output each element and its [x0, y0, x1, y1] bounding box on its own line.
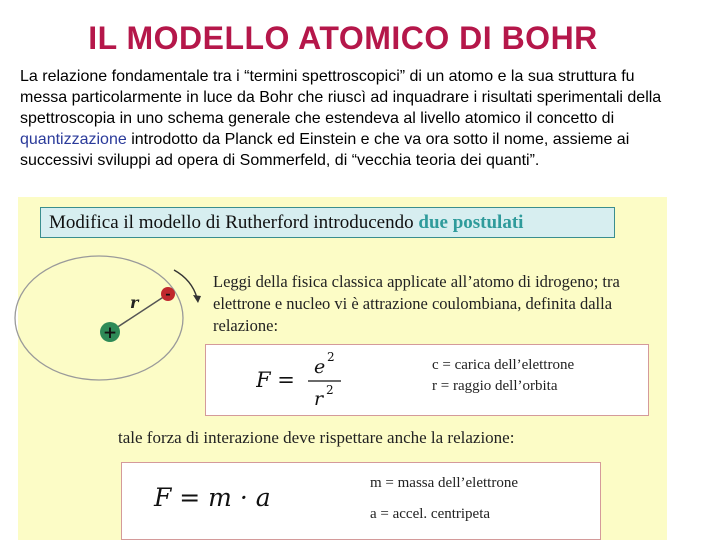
intro-paragraph [20, 66, 670, 171]
classical-laws-text: Leggi della fisica classica applicate all’atomo di idrogeno; tra elettrone e nucleo vi è attrazione coulombiana, definita dalla relazione: [213, 272, 620, 335]
bohr-slide-panel [18, 197, 667, 540]
acceleration-definition: a = accel. centripeta [370, 506, 491, 522]
radius-label: r [130, 293, 139, 312]
radius-definition: r = raggio dell’orbita [432, 378, 558, 394]
intro-text-end: introdotto da Planck ed Einstein e che va ora sotto il nome, assieme ai successivi sviluppi ad opera di Sommerfeld, di “vecchia teoria dei quanti”. [20, 131, 630, 169]
charge-definition: c = carica dell’elettrone [432, 357, 575, 373]
newton-formula: F = m · a [154, 483, 271, 512]
orbit-ellipse [15, 256, 183, 380]
coulomb-lhs: F = [256, 368, 295, 392]
arrow-head-icon [193, 295, 201, 303]
coulomb-denominator: r [314, 388, 324, 410]
intro-text-start: La relazione fondamentale tra i “termini spettroscopici” di un atomo e la sua struttura fu messa particolarmente in luce da Bohr che riuscì ad inquadrare i risultati sperimentali della spettroscopia in uno schema generale che estendeva al livello atomico il concetto di [20, 68, 662, 127]
coulomb-numerator: e [314, 356, 326, 378]
postulates-box [40, 207, 615, 238]
newton-formula-box [121, 462, 601, 540]
coulomb-formula-box [205, 344, 649, 416]
relation-intro-text: tale forza di interazione deve rispettare anche la relazione: [118, 428, 515, 447]
coulomb-denominator-exp: 2 [326, 383, 334, 397]
page-title: IL MODELLO ATOMICO DI BOHR [88, 20, 598, 56]
quantization-term: quantizzazione [20, 131, 127, 148]
coulomb-numerator-exp: 2 [327, 350, 335, 364]
atom-diagram [14, 252, 204, 382]
coulomb-formula [256, 347, 376, 413]
postulates-text: Modifica il modello di Rutherford introducendo [49, 212, 419, 233]
electron-sign: - [165, 287, 171, 302]
nucleus-sign: + [102, 323, 118, 343]
mass-definition: m = massa dell’elettrone [370, 475, 518, 491]
orbit-direction-arrow [174, 270, 197, 298]
two-postulates-label: due postulati [418, 212, 524, 233]
radius-line [110, 294, 168, 332]
